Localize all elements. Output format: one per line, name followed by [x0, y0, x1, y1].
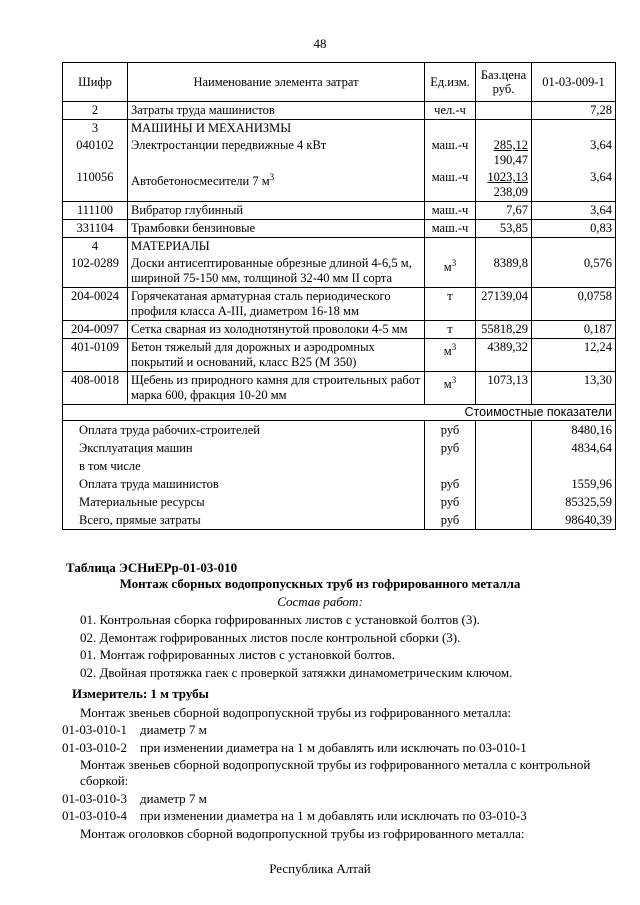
row-price: 1073,13 [476, 372, 532, 405]
row-code: 204-0097 [63, 321, 128, 339]
measure-unit: Измеритель: 1 м трубы [72, 686, 209, 701]
summary-value: 1559,96 [532, 475, 616, 493]
table-title: Таблица ЭСНиЕРр-01-03-010 [66, 560, 238, 575]
work-item: 01. Монтаж гофрированных листов с установкой болтов. [80, 647, 395, 662]
table-row [63, 202, 616, 220]
row-value: 0,0758 [532, 288, 616, 321]
row-price-secondary: 238,09 [493, 185, 528, 199]
row-code: 401-0109 [63, 339, 128, 372]
norm-code: 01-03-010-2 [62, 740, 127, 755]
row-code: 2 [63, 102, 128, 120]
row-unit: т [425, 288, 476, 321]
summary-value: 8480,16 [532, 421, 616, 440]
summary-value: 85325,59 [532, 493, 616, 511]
section-row [63, 238, 616, 256]
header-base-price: Баз.цена руб. [476, 63, 532, 102]
cost-indicators-label: Стоимостные показатели [63, 405, 616, 421]
row-unit-sup: 3 [451, 258, 457, 268]
table-row [63, 137, 616, 169]
row-name: Затраты труда машинистов [128, 102, 425, 120]
row-unit: маш.-ч [425, 202, 476, 220]
section-paragraph: Монтаж оголовков сборной водопропускной трубы из гофрированного металла: [80, 826, 525, 841]
row-price: 53,85 [476, 220, 532, 238]
summary-label: в том числе [63, 457, 425, 475]
row-code: 408-0018 [63, 372, 128, 405]
header-unit: Ед.изм. [425, 63, 476, 102]
table-row [63, 102, 616, 120]
section-title: МАШИНЫ И МЕХАНИЗМЫ [128, 120, 425, 138]
norm-description: при изменении диаметра на 1 м добавлять или исключать по 03-010-3 [140, 808, 527, 823]
page-footer: Республика Алтай [269, 861, 371, 876]
row-price: 7,67 [476, 202, 532, 220]
work-item: 01. Контрольная сборка гофрированных листов с установкой болтов (3). [80, 612, 480, 627]
row-code: 331104 [63, 220, 128, 238]
row-name: Вибратор глубинный [128, 202, 425, 220]
table-row [63, 220, 616, 238]
page-number: 48 [313, 36, 327, 51]
row-value: 13,30 [532, 372, 616, 405]
section-code: 3 [63, 120, 128, 138]
work-list [80, 611, 512, 681]
row-name: Сетка сварная из холоднотянутой проволоки 4-5 мм [128, 321, 425, 339]
row-value: 7,28 [532, 102, 616, 120]
table-row [63, 169, 616, 202]
summary-unit: руб [425, 475, 476, 493]
row-value: 3,64 [532, 169, 616, 202]
table-row [63, 321, 616, 339]
table-row [63, 288, 616, 321]
row-name: Автобетоносмесители 7 м [131, 174, 270, 189]
summary-row [63, 439, 616, 457]
header-name: Наименование элемента затрат [128, 63, 425, 102]
summary-label: Оплата труда рабочих-строителей [63, 421, 425, 440]
row-unit: м [443, 260, 452, 275]
work-item: 02. Двойная протяжка гаек с проверкой затяжки динамометрическим ключом. [80, 664, 513, 680]
norm-code: 01-03-010-1 [62, 722, 127, 737]
row-unit: м [443, 344, 452, 359]
summary-value: 98640,39 [532, 511, 616, 530]
row-name-sup: 3 [269, 172, 275, 182]
summary-unit: руб [425, 493, 476, 511]
section-code: 4 [63, 238, 128, 256]
norm-description: диаметр 7 м [140, 722, 207, 737]
summary-value: 4834,64 [532, 439, 616, 457]
row-price: 4389,32 [476, 339, 532, 372]
row-name: Трамбовки бензиновые [128, 220, 425, 238]
row-value: 3,64 [532, 137, 616, 169]
row-code: 102-0289 [63, 255, 128, 288]
section-paragraph: Монтаж звеньев сборной водопропускной трубы из гофрированного металла: [80, 705, 512, 720]
summary-row [63, 475, 616, 493]
resource-table [62, 62, 616, 530]
norm-code: 01-03-010-3 [62, 791, 127, 806]
row-price: 27139,04 [476, 288, 532, 321]
summary-label: Материальные ресурсы [63, 493, 425, 511]
table-row [63, 255, 616, 288]
table-row [63, 372, 616, 405]
row-value: 12,24 [532, 339, 616, 372]
work-item: 02. Демонтаж гофрированных листов после контрольной сборки (3). [80, 629, 461, 645]
table-heading: Монтаж сборных водопропускных труб из гофрированного металла [119, 576, 521, 591]
row-unit: маш.-ч [425, 220, 476, 238]
row-unit: чел.-ч [425, 102, 476, 120]
section-title: МАТЕРИАЛЫ [128, 238, 425, 256]
row-price: 285,12 [493, 138, 528, 152]
summary-label: Всего, прямые затраты [63, 511, 425, 530]
summary-unit: руб [425, 439, 476, 457]
row-unit: маш.-ч [425, 169, 476, 202]
row-code: 204-0024 [63, 288, 128, 321]
row-name: Доски антисептированные обрезные длиной 4-6,5 м, шириной 75-150 мм, толщиной 32-40 мм II сорта [128, 255, 425, 288]
row-name: Бетон тяжелый для дорожных и аэродромных покрытий и оснований, класс В25 (М 350) [128, 339, 425, 372]
row-price: 8389,8 [476, 255, 532, 288]
norm-description: при изменении диаметра на 1 м добавлять или исключать по 03-010-1 [140, 740, 527, 755]
row-name: Электростанции передвижные 4 кВт [128, 137, 425, 169]
norm-code: 01-03-010-4 [62, 808, 127, 823]
work-composition-heading: Состав работ: [277, 594, 363, 609]
row-unit: т [425, 321, 476, 339]
header-code: Шифр [63, 63, 128, 102]
row-code: 040102 [63, 137, 128, 169]
row-unit-sup: 3 [451, 375, 457, 385]
row-value: 0,83 [532, 220, 616, 238]
row-name: Щебень из природного камня для строительных работ марка 600, фракция 10-20 мм [128, 372, 425, 405]
row-code: 111100 [63, 202, 128, 220]
summary-unit: руб [425, 511, 476, 530]
row-code: 110056 [63, 169, 128, 202]
row-unit: маш.-ч [425, 137, 476, 169]
row-unit-sup: 3 [451, 342, 457, 352]
row-unit: м [443, 377, 452, 392]
summary-label: Эксплуатация машин [63, 439, 425, 457]
summary-row [63, 511, 616, 530]
summary-unit: руб [425, 421, 476, 440]
row-value: 3,64 [532, 202, 616, 220]
header-norm: 01-03-009-1 [532, 63, 616, 102]
row-price: 1023,13 [487, 170, 528, 184]
row-price: 55818,29 [476, 321, 532, 339]
summary-row [63, 493, 616, 511]
row-value: 0,187 [532, 321, 616, 339]
summary-row [63, 421, 616, 440]
section-paragraph: Монтаж звеньев сборной водопропускной трубы из гофрированного металла с контрольной сборкой: [80, 757, 591, 788]
table-row [63, 339, 616, 372]
row-value: 0,576 [532, 255, 616, 288]
row-name: Горячекатаная арматурная сталь периодического профиля класса А-III, диаметром 16-18 мм [128, 288, 425, 321]
table-header [63, 63, 616, 102]
norm-description: диаметр 7 м [140, 791, 207, 806]
summary-row [63, 457, 616, 475]
section-row [63, 120, 616, 138]
row-price-secondary: 190,47 [493, 153, 528, 167]
summary-label: Оплата труда машинистов [63, 475, 425, 493]
cost-indicators-row [63, 405, 616, 421]
